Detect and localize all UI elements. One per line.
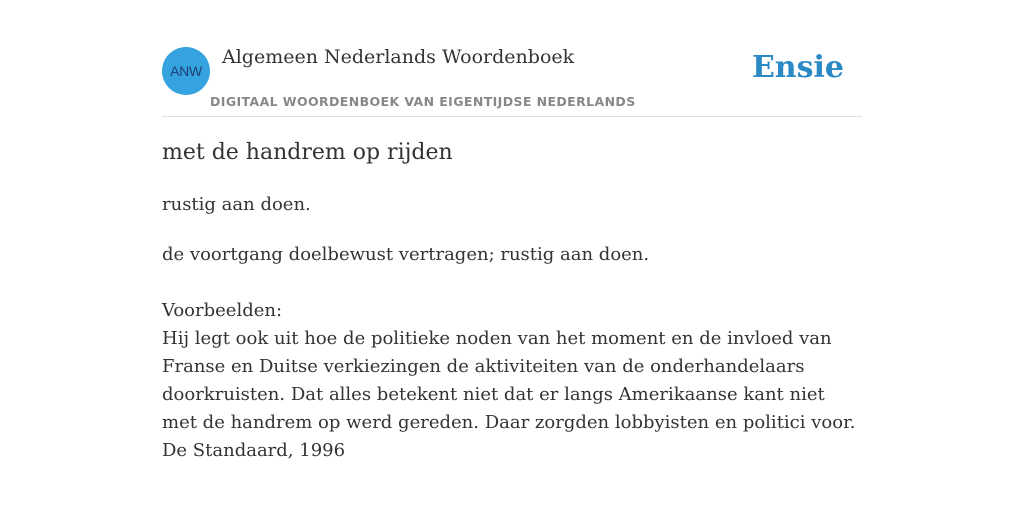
- anw-logo[interactable]: ANW: [162, 47, 210, 95]
- ensie-logo[interactable]: Ensie: [751, 50, 844, 85]
- header: [162, 0, 862, 117]
- page: [162, 0, 862, 461]
- source-title[interactable]: Algemeen Nederlands Woordenboek: [222, 46, 575, 68]
- full-definition: [162, 241, 862, 465]
- headword: met de handrem op rijden: [162, 140, 453, 165]
- example-text: Hij legt ook uit hoe de politieke noden van het moment en de invloed van Franse en Duitse verkiezingen de aktiviteiten van de onderhandelaars doorkruisten. Dat alles betekent niet dat er langs Amerikaanse kant niet met de handrem op werd gereden. Daar zorgden lobbyisten en politici voor.: [162, 328, 856, 433]
- definition-text: de voortgang doelbewust vertragen; rustig aan doen.: [162, 244, 650, 265]
- short-definition: rustig aan doen.: [162, 194, 311, 215]
- example-source: De Standaard, 1996: [162, 440, 346, 461]
- examples-label: Voorbeelden:: [162, 300, 283, 321]
- source-subtitle: DIGITAAL WOORDENBOEK VAN EIGENTIJDSE NEDERLANDS: [210, 94, 636, 109]
